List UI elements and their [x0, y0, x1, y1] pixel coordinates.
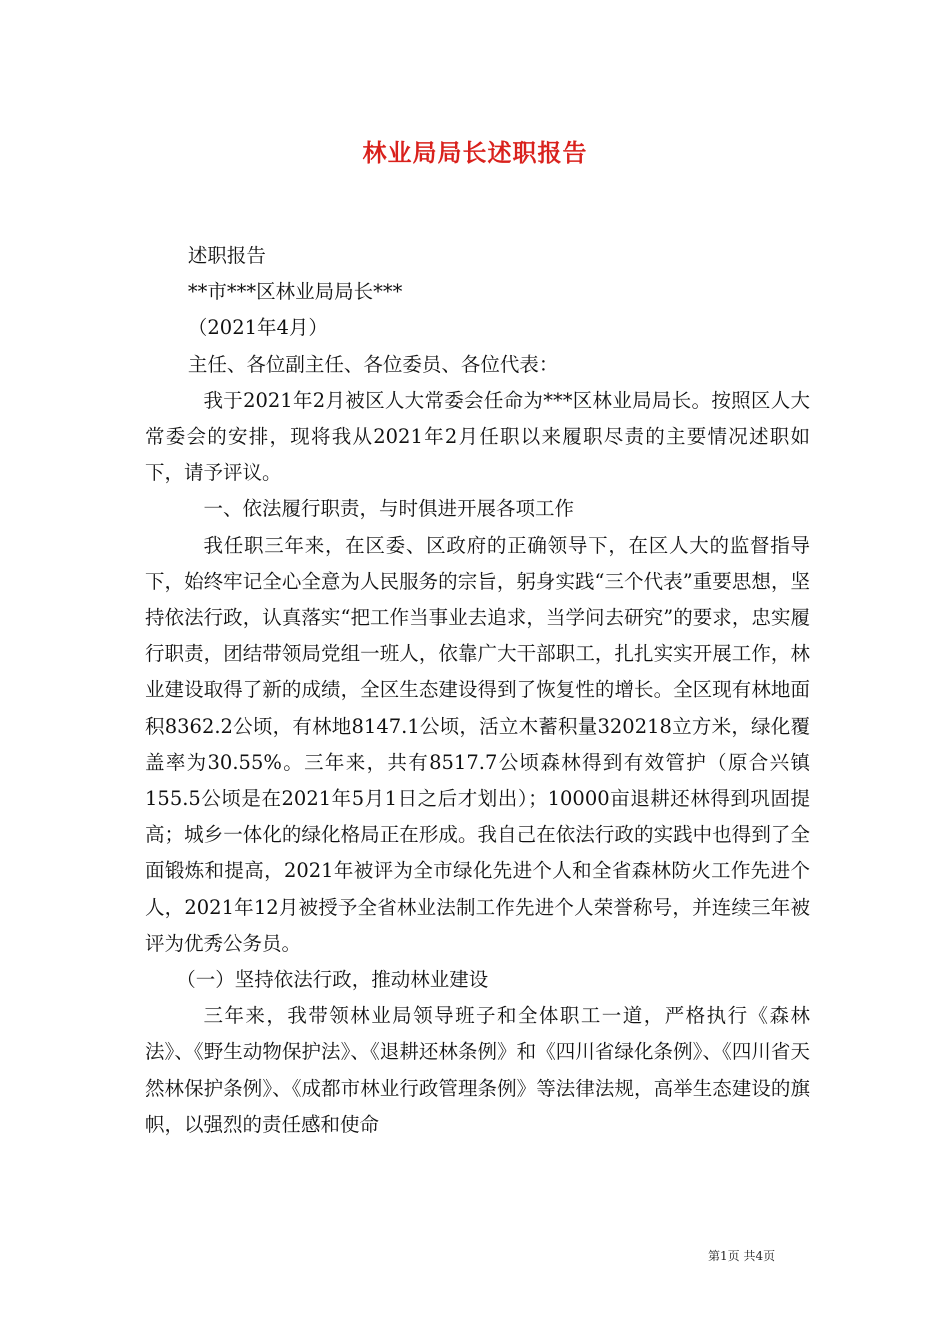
paragraph-achievements: 我任职三年来，在区委、区政府的正确领导下，在区人大的监督指导下，始终牢记全心全意为人民服务的宗旨，躬身实践“三个代表”重要思想，坚持依法行政，认真落实“把工作当事业去追求，当学问去研究”的要求，忠实履行职责，团结带领局党组一班人，依靠广大干部职工，扎扎实实开展工作，林业建设取得了新的成绩，全区生态建设得到了恢复性的增长。全区现有林地面积8362.2公顷，有林地8147.1公顷，活立木蓄积量320218立方米，绿化覆盖率为30.55%。三年来，共有8517.7公顷森林得到有效管护（原合兴镇155.5公顷是在2021年5月1日之后才划出）；10000亩退耕还林得到巩固提高；城乡一体化的绿化格局正在形成。我自己在依法行政的实践中也得到了全面锻炼和提高，2021年被评为全市绿化先进个人和全省森林防火工作先进个人，2021年12月被授予全省林业法制工作先进个人荣誉称号，并连续三年被评为优秀公务员。: [145, 533, 810, 955]
author-line: **市***区林业局局长***: [187, 280, 403, 304]
document-body: [145, 238, 810, 1143]
section-heading-1: 一、依法履行职责，与时俱进开展各项工作: [203, 497, 575, 521]
report-heading: 述职报告: [187, 244, 266, 267]
subsection-heading-1: （一）坚持依法行政，推动林业建设: [176, 968, 489, 992]
paragraph-intro: 我于2021年2月被区人大常委会任命为***区林业局局长。按照区人大常委会的安排，现将我从2021年2月任职以来履职尽责的主要情况述职如下，请予评议。: [145, 388, 810, 485]
date-line: （2021年4月）: [187, 316, 328, 340]
salutation: 主任、各位副主任、各位委员、各位代表：: [187, 352, 559, 376]
page-number: 第1页 共4页: [708, 1249, 776, 1263]
document-title: 林业局局长述职报告: [362, 138, 588, 167]
paragraph-law-enforcement: 三年来，我带领林业局领导班子和全体职工一道，严格执行《森林法》、《野生动物保护法》、《退耕还林条例》和《四川省绿化条例》、《四川省天然林保护条例》、《成都市林业行政管理条例》等法律法规，高举生态建设的旗帜，以强烈的责任感和使命: [145, 1004, 810, 1136]
